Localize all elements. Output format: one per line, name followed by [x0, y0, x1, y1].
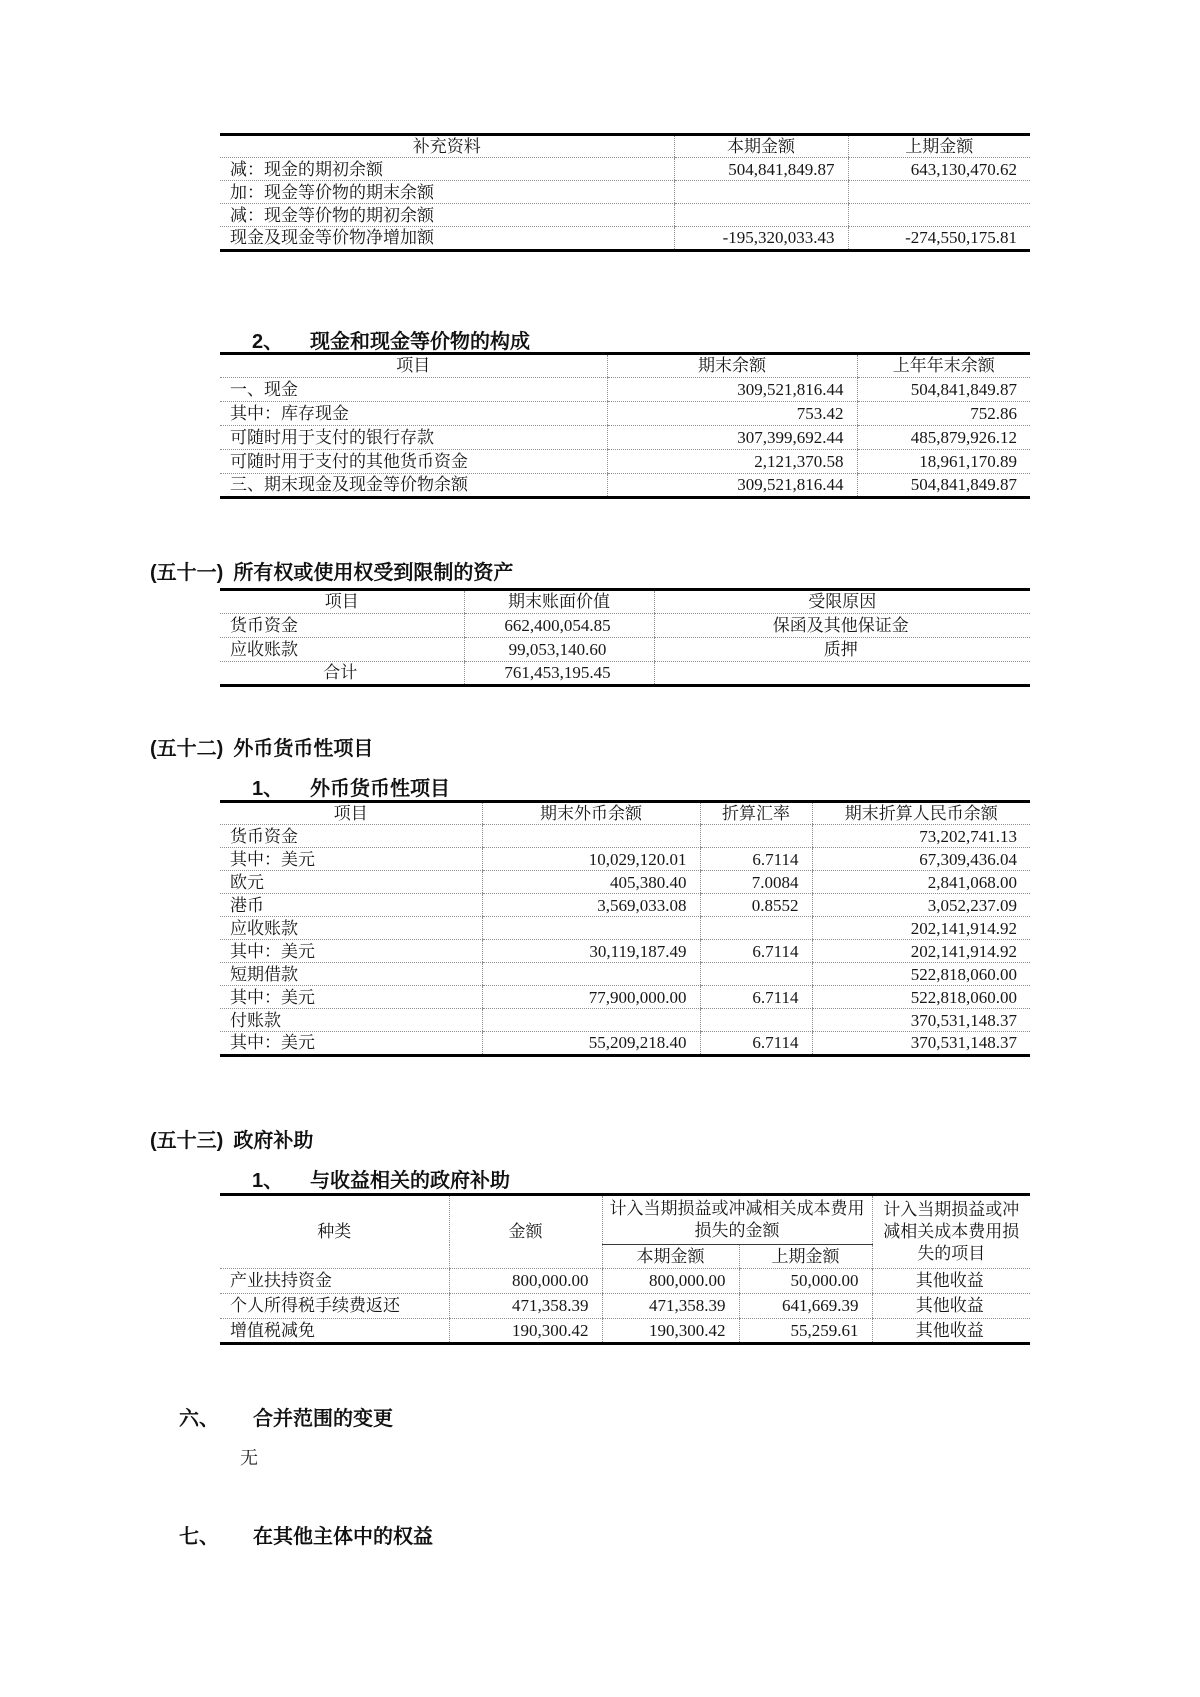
table-cell: 641,669.39 — [739, 1294, 872, 1319]
column-header: 项目 — [220, 590, 464, 614]
foreign-currency-subheading — [252, 772, 450, 801]
table-cell: 99,053,140.60 — [464, 638, 654, 662]
table-cell: 其中：美元 — [230, 1033, 315, 1053]
table-cell: 短期借款 — [220, 963, 482, 986]
table-cell: 应收账款 — [220, 638, 464, 662]
foreign-currency-table — [220, 800, 1030, 1057]
supplementary-info-table — [220, 133, 1030, 252]
table-cell: 30,119,187.49 — [482, 940, 700, 963]
heading-title: 与收益相关的政府补助 — [310, 1170, 510, 1192]
heading-number: 六、 — [179, 1408, 219, 1430]
table-cell: 18,961,170.89 — [857, 450, 1030, 474]
column-header: 金额 — [449, 1195, 602, 1269]
table-cell: 485,879,926.12 — [857, 426, 1030, 450]
section-6-body: 无 — [240, 1448, 258, 1468]
table-row — [220, 825, 1030, 848]
table-cell: 其中：美元 — [220, 848, 482, 871]
heading-title: 外币货币性项目 — [310, 778, 450, 800]
heading-title: 外币货币性项目 — [233, 738, 374, 760]
table-cell: -274,550,175.81 — [848, 227, 1030, 250]
column-header: 期末账面价值 — [464, 590, 654, 614]
table-cell: 其中：美元 — [220, 986, 482, 1009]
header-row — [220, 354, 1030, 378]
table-cell: 货币资金 — [220, 614, 464, 638]
table-cell: 471,358.39 — [602, 1294, 739, 1319]
table-cell: 77,900,000.00 — [482, 986, 700, 1009]
cash-composition-heading — [252, 325, 530, 354]
table-cell: 761,453,195.45 — [464, 662, 654, 686]
table-cell: 6.7114 — [700, 940, 812, 963]
column-header: 期末外币余额 — [482, 802, 700, 825]
section-52-heading — [150, 732, 373, 761]
heading-number: (五十二) — [150, 738, 224, 760]
table-cell: 643,130,470.62 — [848, 158, 1030, 181]
column-header-group: 计入当期损益或冲减相关成本费用损失的金额 — [602, 1195, 872, 1245]
table-cell: 货币资金 — [220, 825, 482, 848]
header-row — [220, 802, 1030, 825]
table-row — [220, 917, 1030, 940]
table-row — [220, 227, 1030, 250]
heading-number: 七、 — [179, 1526, 219, 1548]
table-cell: 370,531,148.37 — [812, 1009, 1030, 1032]
table-cell: 3,052,237.09 — [812, 894, 1030, 917]
heading-title: 合并范围的变更 — [253, 1408, 393, 1430]
heading-title: 在其他主体中的权益 — [253, 1526, 433, 1548]
table-cell — [482, 1009, 700, 1032]
table-cell: 50,000.00 — [739, 1269, 872, 1294]
table-cell — [654, 662, 1030, 686]
table-cell: 504,841,849.87 — [857, 378, 1030, 402]
section-51-heading — [150, 556, 513, 585]
column-header: 折算汇率 — [700, 802, 812, 825]
table-row — [220, 871, 1030, 894]
table-cell: 其中：库存现金 — [220, 402, 607, 426]
table-cell — [700, 825, 812, 848]
table-row — [220, 204, 1030, 227]
table-cell — [674, 204, 848, 227]
table-cell — [674, 181, 848, 204]
table-cell: 6.7114 — [700, 848, 812, 871]
table-cell: 0.8552 — [700, 894, 812, 917]
table-row — [220, 1009, 1030, 1032]
table-row — [220, 963, 1030, 986]
table-cell: 6.7114 — [700, 986, 812, 1009]
table-cell: 2,121,370.58 — [607, 450, 857, 474]
table-cell — [700, 917, 812, 940]
table-cell: 3,569,033.08 — [482, 894, 700, 917]
heading-title: 政府补助 — [233, 1130, 314, 1152]
table-cell — [482, 825, 700, 848]
table-row — [220, 940, 1030, 963]
table-cell — [848, 181, 1030, 204]
table-cell: 471,358.39 — [449, 1294, 602, 1319]
table-cell: 55,209,218.40 — [482, 1032, 700, 1055]
table-cell: 质押 — [654, 638, 1030, 662]
table-cell — [482, 963, 700, 986]
table-cell: 保函及其他保证金 — [654, 614, 1030, 638]
table-cell: 202,141,914.92 — [812, 917, 1030, 940]
table-cell: 港币 — [220, 894, 482, 917]
column-header: 计入当期损益或冲减相关成本费用损失的项目 — [872, 1195, 1030, 1269]
section-53-heading — [150, 1124, 313, 1153]
table-cell: 产业扶持资金 — [220, 1269, 449, 1294]
column-header: 受限原因 — [654, 590, 1030, 614]
table-row — [220, 158, 1030, 181]
table-cell: 752.86 — [857, 402, 1030, 426]
table-cell: 2,841,068.00 — [812, 871, 1030, 894]
column-header: 上期金额 — [848, 135, 1030, 158]
table-cell: 一、现金 — [220, 378, 607, 402]
heading-number: 2、 — [252, 331, 284, 353]
table-cell: 个人所得税手续费返还 — [220, 1294, 449, 1319]
section-7-heading — [179, 1520, 433, 1549]
table-row — [220, 662, 1030, 686]
table-cell: 307,399,692.44 — [607, 426, 857, 450]
table-cell: 三、期末现金及现金等价物余额 — [230, 475, 468, 495]
table-cell: 可随时用于支付的其他货币资金 — [220, 450, 607, 474]
table-cell: 753.42 — [607, 402, 857, 426]
table-cell: 370,531,148.37 — [812, 1032, 1030, 1055]
table-cell: 800,000.00 — [602, 1269, 739, 1294]
column-header: 种类 — [220, 1195, 449, 1269]
column-header: 上年年末余额 — [857, 354, 1030, 378]
table-cell — [848, 204, 1030, 227]
table-cell: 202,141,914.92 — [812, 940, 1030, 963]
table-row — [220, 1032, 1030, 1055]
cash-equivalents-table — [220, 352, 1030, 499]
column-header: 期末余额 — [607, 354, 857, 378]
column-subheader: 本期金额 — [602, 1245, 739, 1269]
table-cell: 309,521,816.44 — [607, 378, 857, 402]
table-cell: 增值税减免 — [230, 1320, 315, 1340]
column-header: 期末折算人民币余额 — [812, 802, 1030, 825]
table-cell: 522,818,060.00 — [812, 963, 1030, 986]
table-row — [220, 474, 1030, 498]
table-cell: 其他收益 — [872, 1319, 1030, 1344]
table-row — [220, 638, 1030, 662]
table-cell: 加：现金等价物的期末余额 — [220, 181, 674, 204]
gov-subsidy-table — [220, 1193, 1030, 1345]
table-cell — [482, 917, 700, 940]
table-row — [220, 986, 1030, 1009]
table-row — [220, 1294, 1030, 1319]
table-cell: 504,841,849.87 — [674, 158, 848, 181]
column-subheader: 上期金额 — [739, 1245, 872, 1269]
table-cell: 800,000.00 — [449, 1269, 602, 1294]
table-cell: 522,818,060.00 — [812, 986, 1030, 1009]
heading-number: (五十三) — [150, 1130, 224, 1152]
table-cell: 55,259.61 — [739, 1319, 872, 1344]
gov-subsidy-subheading — [252, 1164, 510, 1193]
header-row — [220, 590, 1030, 614]
table-row — [220, 1269, 1030, 1294]
table-cell — [700, 963, 812, 986]
table-cell: 10,029,120.01 — [482, 848, 700, 871]
table-row — [220, 848, 1030, 871]
table-cell: 减：现金的期初余额 — [220, 158, 674, 181]
table-row — [220, 378, 1030, 402]
table-cell: 190,300.42 — [449, 1319, 602, 1344]
table-cell: 405,380.40 — [482, 871, 700, 894]
heading-title: 现金和现金等价物的构成 — [310, 331, 530, 353]
table-row — [220, 1319, 1030, 1344]
table-cell — [700, 1009, 812, 1032]
table-cell: 应收账款 — [220, 917, 482, 940]
section-6-heading — [179, 1402, 393, 1431]
table-row — [220, 181, 1030, 204]
table-cell: 其中：美元 — [220, 940, 482, 963]
table-cell: 欧元 — [220, 871, 482, 894]
table-row — [220, 450, 1030, 474]
table-cell: 190,300.42 — [602, 1319, 739, 1344]
table-cell: 可随时用于支付的银行存款 — [220, 426, 607, 450]
column-header: 本期金额 — [674, 135, 848, 158]
restricted-assets-table — [220, 588, 1030, 687]
table-cell: 其他收益 — [872, 1269, 1030, 1294]
table-row — [220, 426, 1030, 450]
column-header: 项目 — [220, 802, 482, 825]
heading-title: 所有权或使用权受到限制的资产 — [233, 562, 514, 584]
column-header: 项目 — [220, 354, 607, 378]
table-cell: 合计 — [323, 663, 358, 683]
column-header: 补充资料 — [220, 135, 674, 158]
table-cell: 7.0084 — [700, 871, 812, 894]
table-cell: 504,841,849.87 — [857, 474, 1030, 498]
header-row — [220, 135, 1030, 158]
table-cell: -195,320,033.43 — [674, 227, 848, 250]
table-cell: 309,521,816.44 — [607, 474, 857, 498]
heading-number: 1、 — [252, 778, 284, 800]
table-cell: 73,202,741.13 — [812, 825, 1030, 848]
table-cell: 6.7114 — [700, 1032, 812, 1055]
table-cell: 付账款 — [220, 1009, 482, 1032]
heading-number: (五十一) — [150, 562, 224, 584]
table-row — [220, 614, 1030, 638]
table-cell: 67,309,436.04 — [812, 848, 1030, 871]
table-cell: 其他收益 — [872, 1294, 1030, 1319]
heading-number: 1、 — [252, 1170, 284, 1192]
table-cell: 减：现金等价物的期初余额 — [220, 204, 674, 227]
table-row — [220, 402, 1030, 426]
table-row — [220, 894, 1030, 917]
table-cell: 662,400,054.85 — [464, 614, 654, 638]
table-cell: 现金及现金等价物净增加额 — [230, 228, 434, 248]
